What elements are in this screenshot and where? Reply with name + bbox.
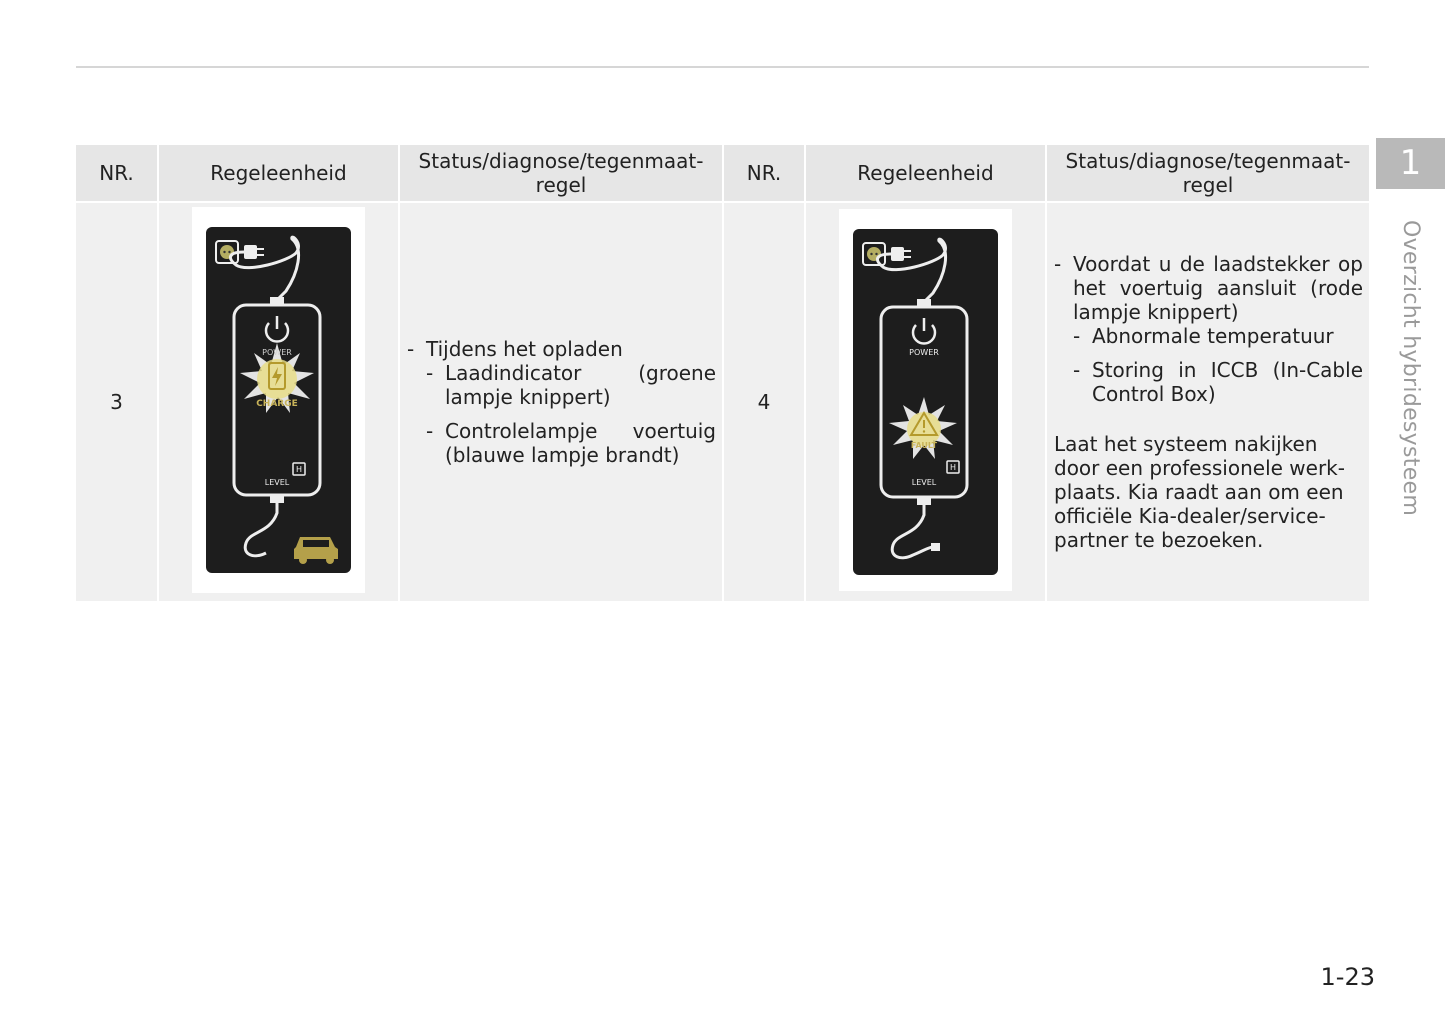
status-list	[407, 337, 716, 467]
header-regeleenheid: Regeleenheid	[158, 145, 399, 202]
fault-label: FAULT	[910, 440, 938, 450]
control-unit-cell	[158, 202, 399, 601]
table-row	[76, 202, 1369, 601]
header-nr: NR.	[723, 145, 805, 202]
header-nr: NR.	[76, 145, 158, 202]
header-status: Status/diagnose/tegenmaat-regel	[399, 145, 723, 202]
status-sublist	[426, 361, 716, 467]
status-list	[1054, 252, 1363, 406]
level-h-label: H	[295, 464, 303, 474]
top-rule	[76, 66, 1369, 68]
control-unit-cell	[805, 202, 1046, 601]
status-cell	[399, 202, 723, 601]
list-item	[407, 337, 716, 467]
level-label: LEVEL	[264, 477, 290, 487]
status-item-text: Voordat u de laadstekker op het voertuig aansluit (rode lampje knippert)	[1073, 252, 1363, 324]
charger-panel-fault	[839, 209, 1012, 591]
list-item: - Storing in ICCB (In-Cable Control Box)	[1073, 358, 1363, 406]
chapter-title: Overzicht hybridesysteem	[1398, 220, 1423, 517]
level-label: LEVEL	[911, 477, 937, 487]
charger-panel-charge	[192, 207, 365, 593]
level-h-label: H	[949, 462, 957, 472]
power-label: POWER	[262, 347, 292, 357]
row-number: 4	[723, 202, 805, 601]
status-item-text: Tijdens het opladen	[426, 337, 623, 361]
header-regeleenheid: Regeleenheid	[805, 145, 1046, 202]
charge-label: CHARGE	[256, 398, 298, 409]
list-item: - Abnormale temperatuur	[1073, 324, 1363, 348]
status-sublist	[1073, 324, 1363, 406]
page-number: 1-23	[1320, 963, 1375, 991]
list-item	[1054, 252, 1363, 406]
advice-text: Laat het systeem nakijken door een professionele werk-plaats. Kia raadt aan om een officiële Kia-dealer/service-partner te bezoeken.	[1054, 432, 1345, 552]
chapter-tab: 1	[1376, 138, 1445, 189]
status-table	[76, 145, 1369, 601]
list-item: - Laadindicator (groene lampje knippert)	[426, 361, 716, 409]
power-label: POWER	[909, 347, 939, 357]
header-status: Status/diagnose/tegenmaat-regel	[1046, 145, 1369, 202]
table-header-row	[76, 145, 1369, 202]
list-item: - Controlelampje voertuig (blauwe lampje brandt)	[426, 419, 716, 467]
status-cell	[1046, 202, 1369, 601]
row-number: 3	[76, 202, 158, 601]
